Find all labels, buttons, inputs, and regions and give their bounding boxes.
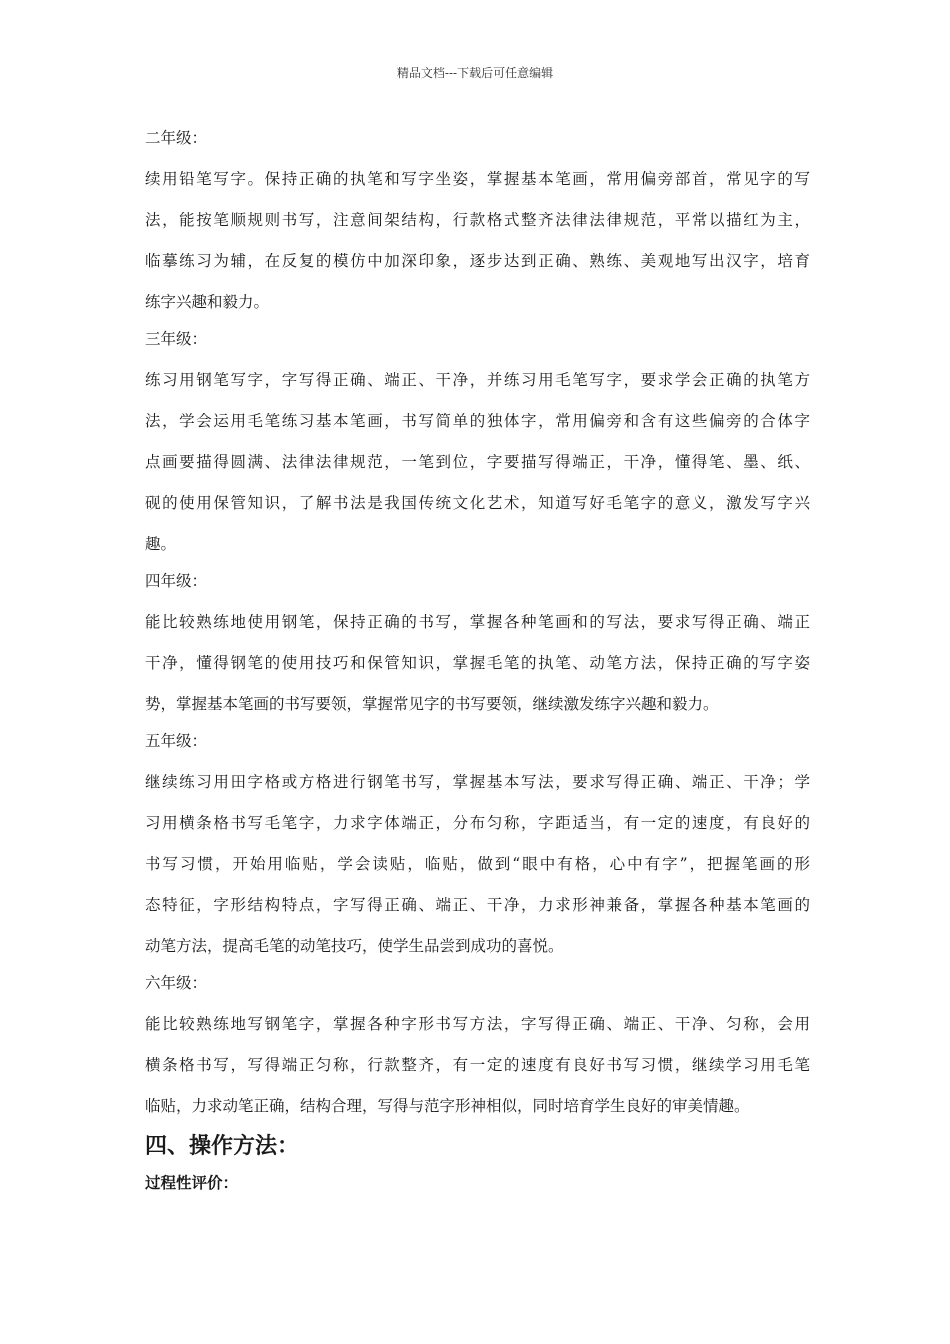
paragraph-line: 能比较熟练地使用钢笔，保持正确的书写，掌握各种笔画和的写法，要求写得正确、端正 [145,613,810,631]
grade-section-4 [145,565,810,725]
paragraph-line: 趣。 [145,535,177,553]
paragraph-line: 书写习惯，开始用临贴，学会读贴，临贴，做到“眼中有格，心中有字”，把握笔画的形 [145,855,810,873]
paragraph-line: 势，掌握基本笔画的书写要领，掌握常见字的书写要领，继续激发练字兴趣和毅力。 [145,695,719,713]
grade-paragraph [145,159,810,323]
paragraph-line: 动笔方法，提高毛笔的动笔技巧，使学生品尝到成功的喜悦。 [145,937,564,955]
paragraph-line: 法，能按笔顺规则书写，注意间架结构，行款格式整齐法律法律规范，平常以描红为主， [145,211,810,229]
grade-section-2 [145,122,810,323]
paragraph-line: 续用铅笔写字。保持正确的执笔和写字坐姿，掌握基本笔画，常用偏旁部首，常见字的写 [145,170,810,188]
grade-label: 四年级： [145,572,208,590]
paragraph-line: 干净，懂得钢笔的使用技巧和保管知识，掌握毛笔的执笔、动笔方法，保持正确的写字姿 [145,654,810,672]
grade-section-6 [145,967,810,1127]
grade-paragraph [145,762,810,967]
paragraph-line: 态特征，字形结构特点，字写得正确、端正、干净，力求形神兼备，掌握各种基本笔画的 [145,896,810,914]
grade-paragraph [145,1004,810,1127]
grade-section-5 [145,725,810,967]
paragraph-line: 练字兴趣和毅力。 [145,293,270,311]
paragraph-line: 能比较熟练地写钢笔字，掌握各种字形书写方法，字写得正确、端正、干净、匀称，会用 [145,1015,810,1033]
page-header: 精品文档---下载后可任意编辑 [396,66,554,80]
paragraph-line: 法，学会运用毛笔练习基本笔画，书写简单的独体字，常用偏旁和含有这些偏旁的合体字 [145,412,810,430]
paragraph-line: 砚的使用保管知识，了解书法是我国传统文化艺术，知道写好毛笔字的意义，激发写字兴 [145,494,810,512]
paragraph-line: 继续练习用田字格或方格进行钢笔书写，掌握基本写法，要求写得正确、端正、干净；学 [145,773,810,791]
paragraph-line: 习用横条格书写毛笔字，力求字体端正，分布匀称，字距适当，有一定的速度，有良好的 [145,814,810,832]
paragraph-line: 横条格书写，写得端正匀称，行款整齐，有一定的速度有良好书写习惯，继续学习用毛笔 [145,1056,810,1074]
grade-label: 二年级： [145,129,208,147]
paragraph-line: 点画要描得圆满、法律法律规范，一笔到位，字要描写得端正，干净，懂得笔、墨、纸、 [145,453,810,471]
grade-label: 五年级： [145,732,208,750]
document-body [145,122,810,1201]
grade-paragraph [145,360,810,565]
grade-section-3 [145,323,810,565]
grade-label: 六年级： [145,974,208,992]
subsection-heading: 过程性评价： [145,1174,239,1192]
grade-paragraph [145,602,810,725]
section-heading: 四、操作方法： [145,1134,300,1159]
grade-label: 三年级： [145,330,208,348]
paragraph-line: 临摹练习为辅，在反复的模仿中加深印象，逐步达到正确、熟练、美观地写出汉字，培育 [145,252,810,270]
paragraph-line: 临贴，力求动笔正确，结构合理，写得与范字形神相似，同时培育学生良好的审美情趣。 [145,1097,750,1115]
paragraph-line: 练习用钢笔写字，字写得正确、端正、干净，并练习用毛笔写字，要求学会正确的执笔方 [145,371,810,389]
